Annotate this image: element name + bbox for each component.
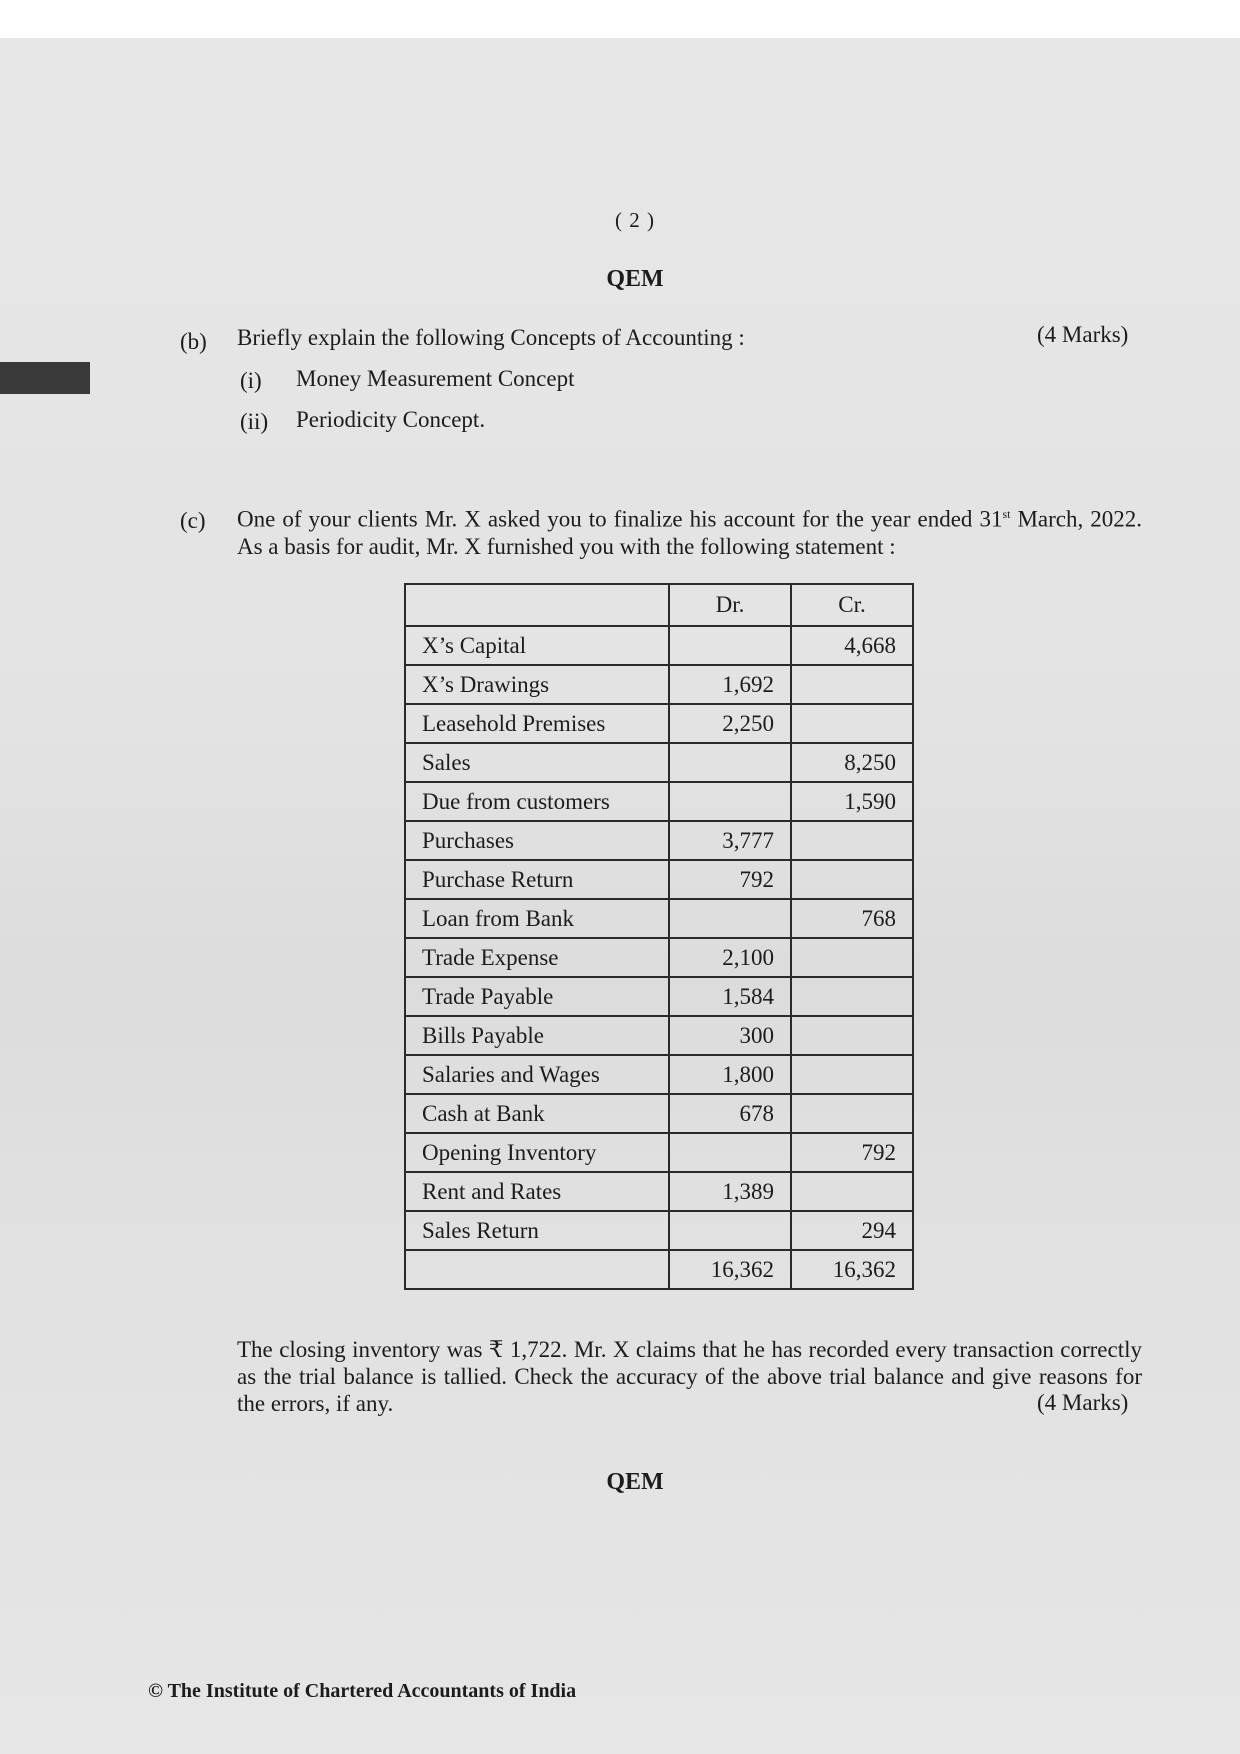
row-dr bbox=[669, 899, 791, 938]
row-cr: 1,590 bbox=[791, 782, 913, 821]
row-particular: Trade Expense bbox=[405, 938, 669, 977]
row-particular: Sales bbox=[405, 743, 669, 782]
table-row bbox=[405, 1172, 913, 1211]
row-cr bbox=[791, 1016, 913, 1055]
copyright-footer: © The Institute of Chartered Accountants of India bbox=[148, 1680, 577, 1702]
row-particular: Rent and Rates bbox=[405, 1172, 669, 1211]
row-dr bbox=[669, 1133, 791, 1172]
row-cr: 768 bbox=[791, 899, 913, 938]
table-row bbox=[405, 899, 913, 938]
page-footer-header: QEM bbox=[606, 1469, 664, 1495]
table-row bbox=[405, 821, 913, 860]
row-dr: 1,800 bbox=[669, 1055, 791, 1094]
row-dr: 2,250 bbox=[669, 704, 791, 743]
section-c-marks: (4 Marks) bbox=[1037, 1390, 1129, 1415]
header-particulars bbox=[405, 584, 669, 626]
row-cr: 4,668 bbox=[791, 626, 913, 665]
row-dr bbox=[669, 626, 791, 665]
table-header-row bbox=[405, 584, 913, 626]
row-dr: 678 bbox=[669, 1094, 791, 1133]
row-particular: Due from customers bbox=[405, 782, 669, 821]
total-label bbox=[405, 1250, 669, 1289]
row-particular: Purchase Return bbox=[405, 860, 669, 899]
section-c-label: (c) bbox=[180, 508, 206, 533]
row-dr: 3,777 bbox=[669, 821, 791, 860]
table-row bbox=[405, 977, 913, 1016]
row-cr bbox=[791, 1094, 913, 1133]
row-dr: 1,389 bbox=[669, 1172, 791, 1211]
table-total-row bbox=[405, 1250, 913, 1289]
section-b-prompt: Briefly explain the following Concepts of Accounting : bbox=[237, 325, 745, 350]
row-cr bbox=[791, 938, 913, 977]
row-dr: 1,692 bbox=[669, 665, 791, 704]
row-particular: Trade Payable bbox=[405, 977, 669, 1016]
table-row bbox=[405, 1211, 913, 1250]
table-row bbox=[405, 743, 913, 782]
row-cr bbox=[791, 704, 913, 743]
trial-balance-table bbox=[404, 583, 914, 1290]
table-row bbox=[405, 938, 913, 977]
row-particular: Purchases bbox=[405, 821, 669, 860]
row-dr: 2,100 bbox=[669, 938, 791, 977]
table-row bbox=[405, 860, 913, 899]
row-cr bbox=[791, 665, 913, 704]
row-dr bbox=[669, 743, 791, 782]
page-number: ( 2 ) bbox=[615, 208, 655, 232]
row-particular: Sales Return bbox=[405, 1211, 669, 1250]
row-particular: X’s Capital bbox=[405, 626, 669, 665]
total-dr: 16,362 bbox=[669, 1250, 791, 1289]
row-particular: X’s Drawings bbox=[405, 665, 669, 704]
row-particular: Loan from Bank bbox=[405, 899, 669, 938]
table-row bbox=[405, 626, 913, 665]
row-dr: 300 bbox=[669, 1016, 791, 1055]
row-cr: 792 bbox=[791, 1133, 913, 1172]
section-b-marks: (4 Marks) bbox=[1037, 322, 1129, 347]
table-row bbox=[405, 1094, 913, 1133]
row-cr bbox=[791, 1172, 913, 1211]
row-cr bbox=[791, 860, 913, 899]
row-dr: 792 bbox=[669, 860, 791, 899]
row-cr bbox=[791, 1055, 913, 1094]
item-text: Money Measurement Concept bbox=[296, 366, 575, 391]
row-dr bbox=[669, 1211, 791, 1250]
table-row bbox=[405, 782, 913, 821]
page-edge-tab bbox=[0, 362, 90, 394]
item-text: Periodicity Concept. bbox=[296, 407, 486, 432]
row-particular: Bills Payable bbox=[405, 1016, 669, 1055]
item-number: (ii) bbox=[240, 409, 269, 434]
row-cr: 8,250 bbox=[791, 743, 913, 782]
row-particular: Leasehold Premises bbox=[405, 704, 669, 743]
table-row bbox=[405, 665, 913, 704]
table-row bbox=[405, 1133, 913, 1172]
row-particular: Salaries and Wages bbox=[405, 1055, 669, 1094]
header-cr: Cr. bbox=[791, 584, 913, 626]
row-cr bbox=[791, 977, 913, 1016]
table-row bbox=[405, 704, 913, 743]
row-dr bbox=[669, 782, 791, 821]
header-dr: Dr. bbox=[669, 584, 791, 626]
row-cr bbox=[791, 821, 913, 860]
item-number: (i) bbox=[240, 368, 262, 393]
row-particular: Opening Inventory bbox=[405, 1133, 669, 1172]
closing-paragraph: The closing inventory was ₹ 1,722. Mr. X claims that he has recorded every transaction correctly as the trial balance is tallied. Check the accuracy of the above trial balance and give reasons for the errors, if any. bbox=[237, 1337, 1142, 1416]
table-row bbox=[405, 1016, 913, 1055]
section-c-intro: One of your clients Mr. X asked you to finalize his account for the year ended 31st March, 2022. As a basis for audit, Mr. X furnished you with the following statement : bbox=[237, 506, 1143, 559]
total-cr: 16,362 bbox=[791, 1250, 913, 1289]
table-row bbox=[405, 1055, 913, 1094]
row-dr: 1,584 bbox=[669, 977, 791, 1016]
row-particular: Cash at Bank bbox=[405, 1094, 669, 1133]
row-cr: 294 bbox=[791, 1211, 913, 1250]
page-header: QEM bbox=[606, 266, 664, 292]
section-b-label: (b) bbox=[180, 329, 207, 354]
